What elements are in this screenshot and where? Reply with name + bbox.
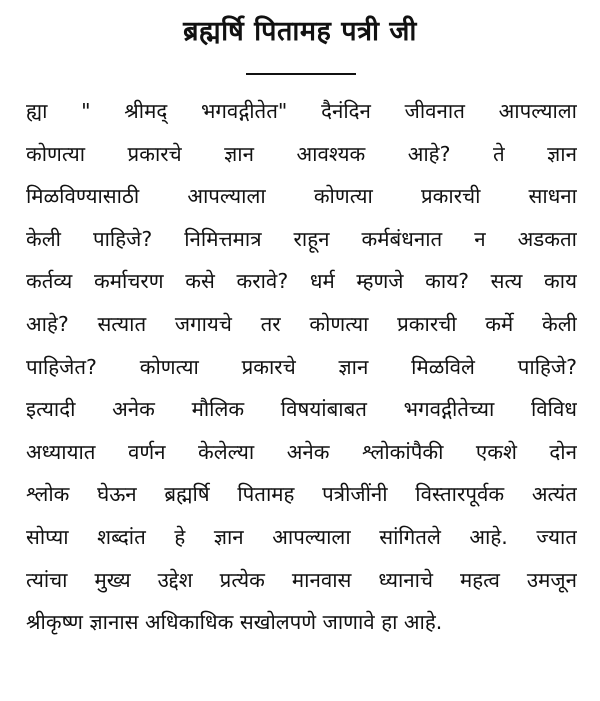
paragraph-line: श्रीकृष्ण ज्ञानास अधिकाधिक सखोलपणे जाणावे हा आहे. xyxy=(26,610,443,635)
paragraph-line: मिळविण्यासाठी आपल्याला कोणत्या प्रकारची साधना xyxy=(26,184,577,209)
paragraph-line: केली पाहिजे? निमित्तमात्र राहून कर्मबंधनात न अडकता xyxy=(26,226,577,251)
page-title: ब्रह्मर्षि पितामह पत्री जी xyxy=(183,16,417,47)
paragraph-line: ह्या " श्रीमद् भगवद्गीतेत" दैनंदिन जीवनात आपल्याला xyxy=(26,99,577,123)
paragraph-line: कोणत्या प्रकारचे ज्ञान आवश्यक आहे? ते ज्ञान xyxy=(26,141,577,166)
paragraph-line: सोप्या शब्दांत हे ज्ञान आपल्याला सांगितले आहे. ज्यात xyxy=(26,524,577,549)
paragraph-line: अध्यायात वर्णन केलेल्या अनेक श्लोकांपैकी एकशे दोन xyxy=(26,439,577,464)
body-paragraph xyxy=(26,90,577,644)
paragraph-line: आहे? सत्यात जगायचे तर कोणत्या प्रकारची कर्मे केली xyxy=(26,311,577,336)
paragraph-line: त्यांचा मुख्य उद्देश प्रत्येक मानवास ध्यानाचे महत्व उमजून xyxy=(26,567,577,592)
paragraph-line: श्लोक घेऊन ब्रह्मर्षि पितामह पत्रीजींनी विस्तारपूर्वक अत्यंत xyxy=(26,482,577,507)
paragraph-line: पाहिजेत? कोणत्या प्रकारचे ज्ञान मिळविले पाहिजे? xyxy=(26,354,577,379)
title-underline xyxy=(246,73,356,75)
paragraph-line: कर्तव्य कर्माचरण कसे करावे? धर्म म्हणजे काय? सत्य काय xyxy=(26,269,577,294)
paragraph-line: इत्यादी अनेक मौलिक विषयांबाबत भगवद्गीतेच्या विविध xyxy=(26,397,577,422)
